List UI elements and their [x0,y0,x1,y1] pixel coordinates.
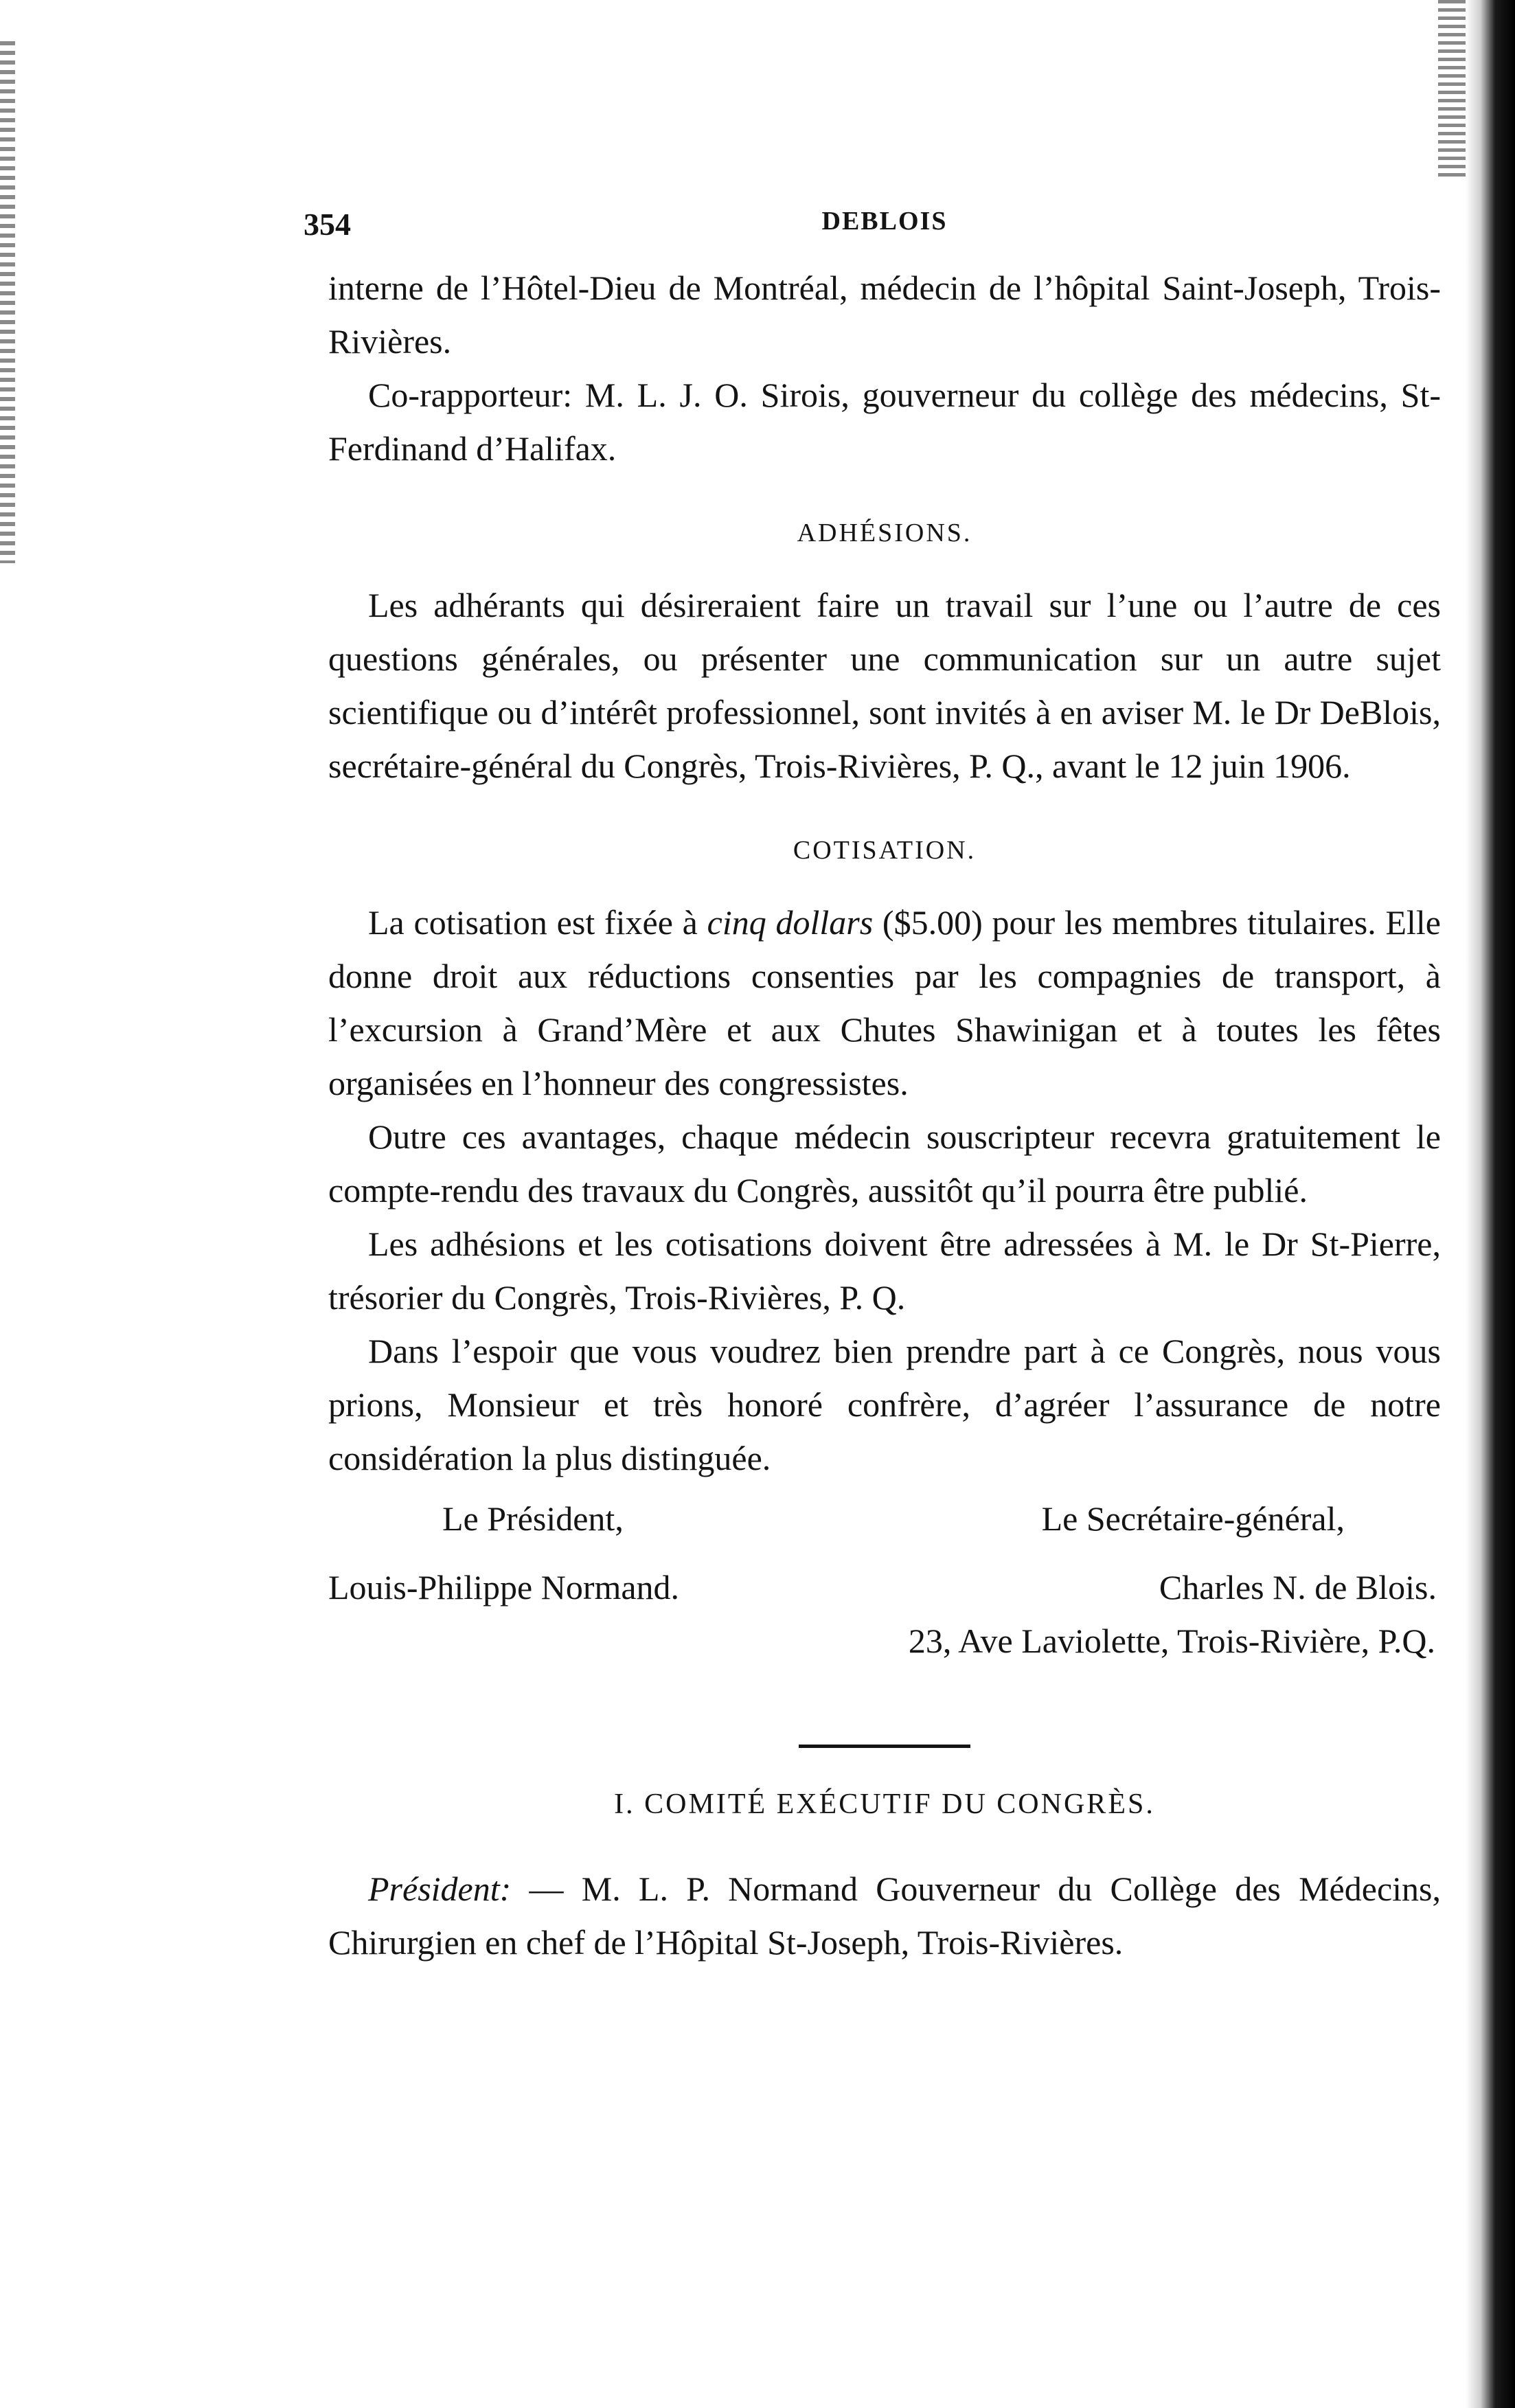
committee-president-text: — M. L. P. Normand Gouverneur du Collège des Médecins, Chirurgien en chef de l’Hôpital St-Joseph, Trois-Rivières. [328,1870,1441,1962]
president-name: Louis-Philippe Normand. [328,1568,680,1606]
scan-edge-right-top [1438,0,1466,179]
cotisation-p1-after: ($5.00) pour les membres titulaires. Elle donne droit aux réductions consenties par les compagnies de transport, à l’excursion à Grand’Mère et aux Chutes Shawinigan et à toutes les fêtes organisées en l’honneur des congressistes. [328,903,1441,1102]
cotisation-paragraph-3: Les adhésions et les cotisations doivent être adressées à M. le Dr St-Pierre, trésorier du Congrès, Trois-Rivières, P. Q. [328,1225,1441,1317]
intro-paragraph-2: Co-rapporteur: M. L. J. O. Sirois, gouverneur du collège des médecins, St-Ferdinand d’Halifax. [328,376,1441,468]
cotisation-paragraph-1 [328,896,1441,1110]
committee-president-label: Président: [368,1870,512,1908]
cotisation-amount-words: cinq dollars [707,903,874,942]
secretary-name: Charles N. de Blois. [1159,1568,1437,1606]
running-head [304,206,1441,261]
adhesions-paragraph: Les adhérants qui désireraient faire un travail sur l’une ou l’autre de ces questions générales, ou présenter une communication sur un autre sujet scientifique ou d’intérêt professionnel, sont invités à en aviser M. le Dr DeBlois, secrétaire-général du Congrès, Trois-Rivières, P. Q., avant le 12 juin 1906. [328,586,1441,785]
cotisation-heading: COTISATION. [793,836,977,865]
cotisation-paragraph-2: Outre ces avantages, chaque médecin souscripteur recevra gratuitement le compte-rendu des travaux du Congrès, aussitôt qu’il pourra être publié. [328,1117,1441,1209]
section-divider [799,1745,970,1748]
running-title: DEBLOIS [821,207,948,236]
committee-heading: I. COMITÉ EXÉCUTIF DU CONGRÈS. [614,1788,1155,1820]
intro-paragraph-1: interne de l’Hôtel-Dieu de Montréal, médecin de l’hôpital Saint-Joseph, Trois-Rivières. [328,269,1441,361]
page-content [304,206,1441,1969]
signature-titles [328,1492,1441,1545]
adhesions-heading: ADHÉSIONS. [797,519,972,547]
president-title: Le Président, [442,1499,624,1538]
page-number: 354 [304,207,351,242]
scan-edge-right [1466,0,1515,2408]
cotisation-p1-before: La cotisation est fixée à [368,903,707,942]
scan-edge-left [0,41,15,563]
secretary-address: 23, Ave Laviolette, Trois-Rivière, P.Q. [908,1622,1435,1660]
signature-names [328,1560,1441,1614]
secretary-title: Le Secrétaire-général, [1041,1499,1345,1538]
committee-president-entry [328,1862,1441,1969]
cotisation-paragraph-4: Dans l’espoir que vous voudrez bien prendre part à ce Congrès, nous vous prions, Monsieur et très honoré confrère, d’agréer l’assurance de notre considération la plus distinguée. [328,1332,1441,1477]
